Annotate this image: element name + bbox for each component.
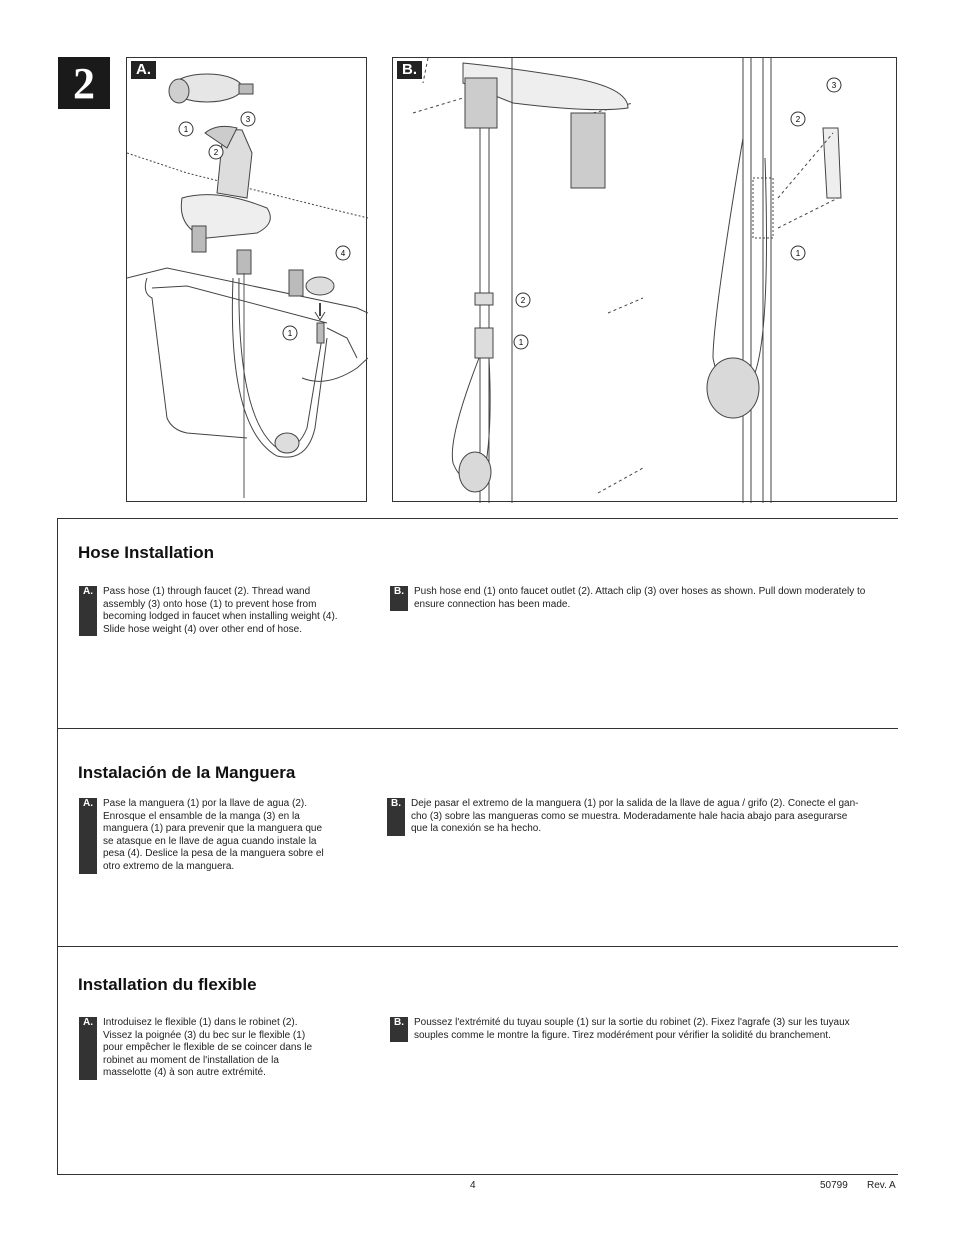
callout-b-2: 2 — [520, 296, 526, 305]
callout-b-3: 3 — [831, 81, 837, 90]
instruction-text: Introduisez le flexible (1) dans le robinet (2). Vissez la poignée (3) du bec sur le flexible (1) pour empêcher le flexible de se coincer dans le robinet au moment de l'installation de la masselotte (4) à son autre extrémité. — [103, 1017, 313, 1079]
instruction-text: Pass hose (1) through faucet (2). Thread wand assembly (3) onto hose (1) to prevent hose from becoming lodged in faucet when installing weight (4). Slide hose weight (4) over other end of hose. — [103, 586, 338, 635]
callout-a-1b: 1 — [287, 329, 293, 338]
divider — [57, 728, 898, 729]
figure-a — [126, 57, 367, 502]
instruction-text: Deje pasar el extremo de la manguera (1) por la salida de la llave de agua / grifo (2). Conecte el gan- cho (3) sobre las mangueras como se muestra. Moderadamente hale hacia abajo para asegurarse que la conexión se ha hecho. — [411, 798, 859, 835]
section-title-english: Hose Installation — [78, 543, 215, 562]
revision: Rev. A — [867, 1180, 896, 1191]
figure-b — [392, 57, 897, 502]
page-number: 4 — [470, 1180, 476, 1191]
page-frame-left — [57, 518, 58, 1174]
step-badge-a: A. — [79, 798, 97, 874]
step-badge-b: B. — [390, 586, 408, 611]
instruction-text: Poussez l'extrémité du tuyau souple (1) sur la sortie du robinet (2). Fixez l'agrafe (3) sur les tuyaux souples comme le montre la figure. Tirez modérément pour vérifier la solidité du branchement. — [414, 1017, 850, 1041]
callout-a-3: 3 — [245, 115, 251, 124]
divider — [57, 518, 898, 519]
step-badge-a: A. — [79, 1017, 97, 1080]
instruction-spanish-a — [79, 798, 369, 874]
figure-b-label: B. — [397, 61, 422, 79]
instruction-english-a — [79, 586, 369, 636]
doc-number: 50799 — [820, 1180, 848, 1191]
callout-b-1b: 1 — [795, 249, 801, 258]
step-badge-a: A. — [79, 586, 97, 636]
callout-b-2b: 2 — [795, 115, 801, 124]
instruction-french-a — [79, 1017, 369, 1080]
step-badge-b: B. — [387, 798, 405, 836]
figure-a-label: A. — [131, 61, 156, 79]
instruction-english-b — [390, 586, 895, 611]
section-title-french: Installation du flexible — [78, 975, 257, 994]
instruction-text: Push hose end (1) onto faucet outlet (2). Attach clip (3) over hoses as shown. Pull down moderately to ensure connection has been made. — [414, 586, 866, 610]
callout-b-1: 1 — [518, 338, 524, 347]
instruction-text: Pase la manguera (1) por la llave de agua (2). Enrosque el ensamble de la manga (3) en la manguera (1) para prevenir que la manguera que se atasque en le llave de agua cuando instale la pesa (4). Deslice la pesa de la manguera sobre el otro extremo de la manguera. — [103, 798, 324, 872]
callout-a-2: 2 — [213, 148, 219, 157]
step-number: 2 — [58, 57, 110, 109]
instruction-spanish-b — [387, 798, 895, 836]
callout-a-4: 4 — [340, 249, 346, 258]
divider — [57, 1174, 898, 1175]
callout-a-1: 1 — [183, 125, 189, 134]
faucet-install-illustration-b — [393, 58, 898, 503]
divider — [57, 946, 898, 947]
section-title-spanish: Instalación de la Manguera — [78, 763, 296, 782]
instruction-french-b — [390, 1017, 895, 1042]
faucet-install-illustration-a — [127, 58, 368, 503]
step-badge-b: B. — [390, 1017, 408, 1042]
